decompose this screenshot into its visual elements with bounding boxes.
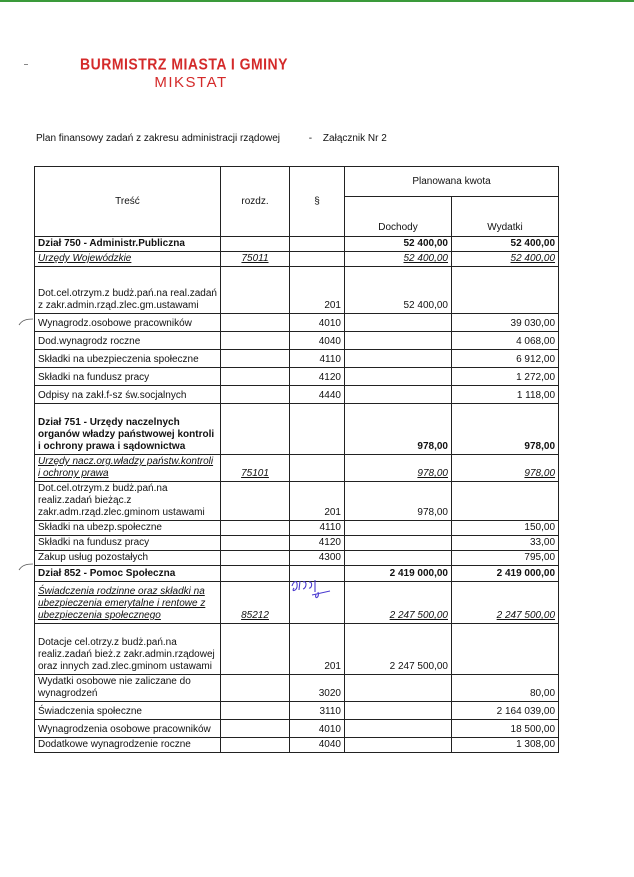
row-description: Wynagrodzenia osobowe pracowników [35,720,221,738]
row-paragraf: 4120 [290,368,345,386]
row-dochody [345,536,452,551]
row-paragraf: 4040 [290,332,345,350]
table-row [35,702,559,720]
row-paragraf: 4040 [290,738,345,753]
row-dochody [345,551,452,566]
official-stamp [80,56,288,91]
row-wydatki: 2 247 500,00 [452,582,559,624]
row-rozdzial [221,404,290,455]
row-dochody: 978,00 [345,404,452,455]
row-rozdzial [221,386,290,404]
header-paragraf: § [290,167,345,237]
row-rozdzial [221,551,290,566]
row-description: Dod.wynagrodz roczne [35,332,221,350]
table-row [35,521,559,536]
row-rozdzial [221,314,290,332]
table-body [35,237,559,753]
row-dochody: 2 419 000,00 [345,566,452,582]
row-wydatki: 1 272,00 [452,368,559,386]
margin-dash [24,64,28,65]
row-paragraf [290,252,345,267]
row-rozdzial [221,675,290,702]
row-paragraf [290,404,345,455]
row-rozdzial [221,482,290,521]
row-wydatki: 978,00 [452,455,559,482]
row-rozdzial [221,332,290,350]
row-wydatki: 52 400,00 [452,237,559,252]
row-dochody: 2 247 500,00 [345,624,452,675]
row-dochody [345,675,452,702]
row-wydatki: 1 118,00 [452,386,559,404]
row-rozdzial [221,368,290,386]
heading-separator: - [308,133,313,144]
row-wydatki: 52 400,00 [452,252,559,267]
table-row [35,675,559,702]
row-dochody: 52 400,00 [345,237,452,252]
row-rozdzial: 75101 [221,455,290,482]
table-row [35,536,559,551]
row-rozdzial [221,237,290,252]
margin-mark [18,318,34,326]
row-dochody: 978,00 [345,455,452,482]
top-border-line [0,0,634,2]
row-wydatki: 2 419 000,00 [452,566,559,582]
row-wydatki: 6 912,00 [452,350,559,368]
row-paragraf [290,237,345,252]
table-row [35,551,559,566]
row-dochody: 52 400,00 [345,252,452,267]
row-wydatki: 2 164 039,00 [452,702,559,720]
row-description: Składki na fundusz pracy [35,536,221,551]
margin-mark [18,563,34,571]
row-description: Dział 750 - Administr.Publiczna [35,237,221,252]
header-planned: Planowana kwota [345,167,559,197]
row-paragraf: 4440 [290,386,345,404]
table-row [35,237,559,252]
row-rozdzial [221,536,290,551]
row-paragraf: 4110 [290,521,345,536]
row-description: Składki na ubezpieczenia społeczne [35,350,221,368]
row-paragraf: 3020 [290,675,345,702]
table-row [35,624,559,675]
row-dochody: 2 247 500,00 [345,582,452,624]
row-description: Dział 852 - Pomoc Społeczna [35,566,221,582]
row-rozdzial [221,566,290,582]
row-wydatki: 1 308,00 [452,738,559,753]
stamp-line-1: BURMISTRZ MIASTA I GMINY [80,54,288,74]
header-rozdz: rozdz. [221,167,290,237]
row-description: Składki na fundusz pracy [35,368,221,386]
row-wydatki [452,267,559,314]
row-rozdzial: 85212 [221,582,290,624]
row-paragraf [290,455,345,482]
row-wydatki: 795,00 [452,551,559,566]
header-wydatki: Wydatki [452,197,559,237]
row-description: Dodatkowe wynagrodzenie roczne [35,738,221,753]
row-rozdzial: 75011 [221,252,290,267]
row-wydatki: 80,00 [452,675,559,702]
row-wydatki: 978,00 [452,404,559,455]
row-description: Świadczenia społeczne [35,702,221,720]
row-wydatki: 33,00 [452,536,559,551]
table-row [35,482,559,521]
row-description: Urzędy nacz.org.władzy państw.kontroli i ochrony prawa [35,455,221,482]
row-dochody [345,386,452,404]
table-row [35,332,559,350]
row-paragraf: 4010 [290,720,345,738]
row-dochody [345,702,452,720]
row-dochody [345,332,452,350]
row-paragraf: 4300 [290,551,345,566]
row-rozdzial [221,624,290,675]
row-paragraf: 4120 [290,536,345,551]
attachment-label: Załącznik Nr 2 [322,133,387,144]
row-wydatki: 150,00 [452,521,559,536]
row-description: Zakup usług pozostałych [35,551,221,566]
row-dochody [345,738,452,753]
row-wydatki: 4 068,00 [452,332,559,350]
table-row [35,314,559,332]
table-row [35,368,559,386]
row-rozdzial [221,350,290,368]
row-rozdzial [221,738,290,753]
table-row [35,350,559,368]
row-rozdzial [221,267,290,314]
row-rozdzial [221,521,290,536]
table-row [35,455,559,482]
header-dochody: Dochody [345,197,452,237]
table-row [35,738,559,753]
table-row [35,252,559,267]
row-dochody [345,720,452,738]
row-description: Świadczenia rodzinne oraz składki na ubezpieczenia emerytalne i rentowe z ubezpieczenia społecznego [35,582,221,624]
row-rozdzial [221,720,290,738]
table-row [35,267,559,314]
row-description: Wydatki osobowe nie zaliczane do wynagrodzeń [35,675,221,702]
row-description: Dotacje cel.otrzy.z budż.pań.na realiz.zadań bież.z zakr.admin.rządowej oraz innych zad.zlec.gminom ustawami [35,624,221,675]
row-description: Odpisy na zakł.f-sz św.socjalnych [35,386,221,404]
row-paragraf: 201 [290,267,345,314]
row-description: Wynagrodz.osobowe pracowników [35,314,221,332]
row-rozdzial [221,702,290,720]
row-description: Dot.cel.otrzym.z budż.pań.na real.zadań z zakr.admin.rząd.zlec.gm.ustawami [35,267,221,314]
row-dochody [345,350,452,368]
document-heading [36,133,387,144]
table-row [35,720,559,738]
table-row [35,386,559,404]
row-description: Składki na ubezp.społeczne [35,521,221,536]
handwritten-correction [288,578,332,604]
row-wydatki [452,624,559,675]
row-paragraf: 201 [290,624,345,675]
row-dochody: 52 400,00 [345,267,452,314]
row-dochody [345,521,452,536]
stamp-line-2: MIKSTAT [154,74,228,91]
header-tresc: Treść [35,167,221,237]
row-description: Dział 751 - Urzędy naczelnych organów władzy państwowej kontroli i ochrony prawa i sądownictwa [35,404,221,455]
row-dochody [345,314,452,332]
financial-plan-table [34,166,559,753]
row-wydatki [452,482,559,521]
row-dochody [345,368,452,386]
row-paragraf: 3110 [290,702,345,720]
row-description: Urzędy Wojewódzkie [35,252,221,267]
row-paragraf: 201 [290,482,345,521]
row-wydatki: 18 500,00 [452,720,559,738]
document-title: Plan finansowy zadań z zakresu administracji rządowej [36,133,281,144]
row-paragraf: 4010 [290,314,345,332]
row-dochody: 978,00 [345,482,452,521]
row-paragraf: 4110 [290,350,345,368]
row-description: Dot.cel.otrzym.z budż.pań.na realiz.zadań bieżąc.z zakr.adm.rząd.zlec.gminom ustawami [35,482,221,521]
table-row [35,404,559,455]
row-wydatki: 39 030,00 [452,314,559,332]
table-header [35,167,559,237]
